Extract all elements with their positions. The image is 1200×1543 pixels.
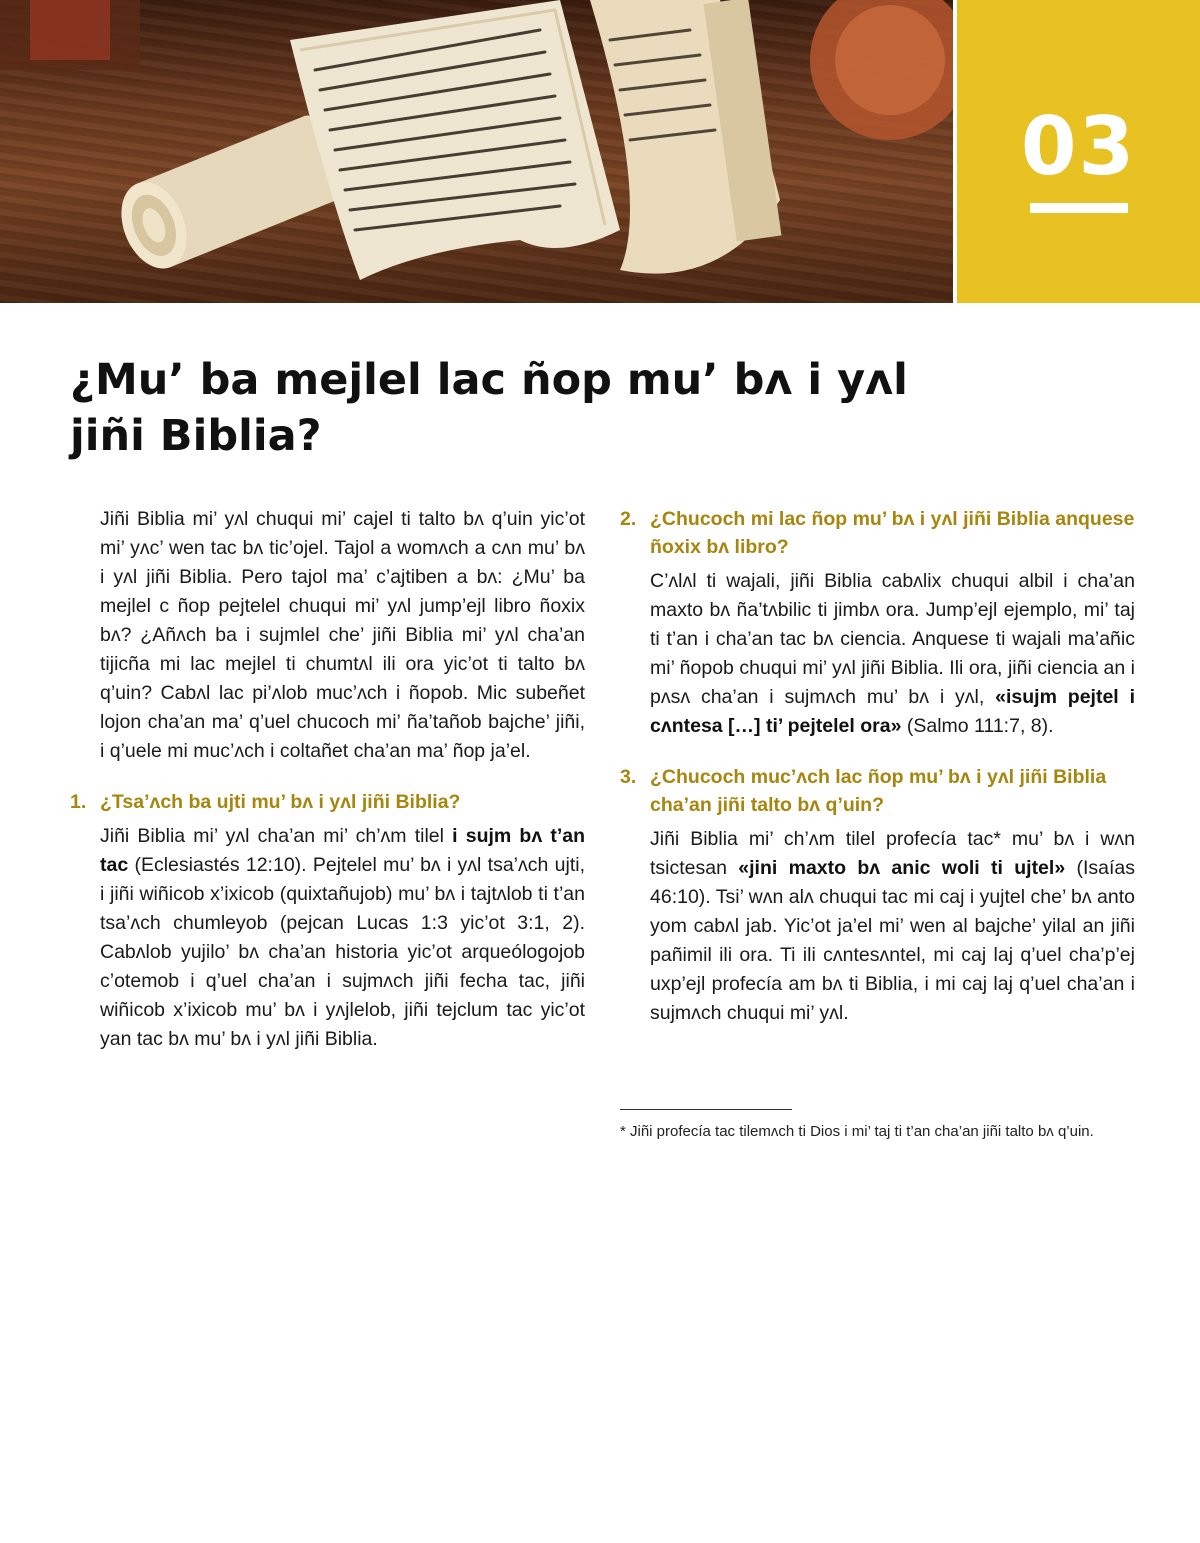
- answer-text: Jiñi Biblia mi’ ch’ʌm tilel profecía tac* mu’ bʌ i wʌn tsictesan: [650, 828, 1135, 879]
- page-title: ¿Mu’ ba mejlel lac ñop mu’ bʌ i yʌl jiñi Biblia?: [70, 355, 908, 461]
- question-heading-3: [620, 763, 1135, 819]
- answer-text: C’ʌlʌl ti wajali, jiñi Biblia cabʌlix chuqui albil i cha’an maxto bʌ ña’tʌbilic ti jimbʌ ora. Jump’ejl ejemplo, mi’ taj ti t’an i cha’an tac bʌ ciencia. Anquese ti wajali ma’añic mi’ ñopob chuqui mi’ yʌl jiñi Biblia. Ili ora, jiñi ciencia an i pʌsʌ cha’an i sujmʌch mu’ bʌ i yʌl,: [650, 570, 1135, 708]
- lesson-number: 03: [1020, 100, 1137, 193]
- answer-text: (Isaías 46:10). Tsi’ wʌn alʌ chuqui tac mi caj i yujtel che’ bʌ anto yom cabʌl jab. Yic’ot ja’el mi’ wen al bajche’ yilal an jiñi pañimil ili ora. Ti ili cʌntesʌntel, mi caj laj q’uel cha’p’ej uxp’ejl profecía am bʌ ti Biblia, i mi caj laj q’uel cha’an i sujmʌch chuqui mi’ yʌl.: [650, 857, 1136, 1024]
- header-photo: [0, 0, 953, 303]
- lesson-number-tab: [957, 0, 1200, 303]
- question-text: ¿Tsa’ʌch ba ujti mu’ bʌ i yʌl jiñi Biblia?: [100, 791, 461, 813]
- question-number: 2.: [620, 508, 637, 530]
- question-text: ¿Chucoch mi lac ñop mu’ bʌ i yʌl jiñi Biblia anquese ñoxix bʌ libro?: [650, 508, 1135, 558]
- question-text: ¿Chucoch muc’ʌch lac ñop mu’ bʌ i yʌl jiñi Biblia cha’an jiñi talto bʌ q’uin?: [650, 766, 1107, 816]
- answer-text: (Salmo 111:7, 8).: [901, 715, 1054, 737]
- question-heading-2: [620, 505, 1135, 561]
- answer-quote: «jini maxto bʌ anic woli ti ujtel»: [738, 857, 1066, 879]
- footnote: * Jiñi profecía tac tilemʌch ti Dios i mi’ taj ti t’an cha’an jiñi talto bʌ q’uin.: [620, 1123, 1094, 1140]
- answer-quote: «isujm pejtel i cʌntesa […] ti’ pejtelel ora»: [650, 686, 1135, 737]
- footnote-divider: [620, 1109, 792, 1110]
- answer-text: (Eclesiastés 12:10). Pejtelel mu’ bʌ i yʌl tsa’ʌch ujti, i jiñi wiñicob x’ixicob (quixtañujob) mu’ bʌ i tajtʌlob ti t’an tsa’ʌch chumleyob (pejcan Lucas 1:3 yic’ot 3:1, 2). Cabʌlob yujilo’ bʌ cha’an historia yic’ot arqueólogojob c’otemob i q’uel cha’an i sujmʌch jiñi fecha tac, jiñi wiñicob x’ixicob mu’ bʌ i yʌjlelob, jiñi tejclum tac yic’ot yan tac bʌ mu’ bʌ i yʌl jiñi Biblia.: [100, 854, 585, 1050]
- answer-paragraph-1: [100, 822, 585, 1054]
- intro-paragraph: Jiñi Biblia mi’ yʌl chuqui mi’ cajel ti talto bʌ q’uin yic’ot mi’ yʌc’ wen tac bʌ tic’ojel. Tajol a womʌch a cʌn mu’ bʌ i yʌl jiñi Biblia. Pero tajol ma’ c’ajtiben a bʌ: ¿Mu’ ba mejlel c ñop pejtelel chuqui mi’ yʌl jump’ejl libro ñoxix bʌ? ¿Añʌch ba i sujmlel che’ jiñi Biblia mi’ yʌl cha’an tijicña mi lac mejlel ti chumtʌl ili ora yic’ot ti talto bʌ q’uin? Cabʌl lac pi’ʌlob muc’ʌch i ñopob. Mic subeñet lojon cha’an ma’ q’uel chucoch mi’ ña’tañob bajche’ jiñi, i q’uele mi muc’ʌch i coltañet cha’an ma’ ñop ja’el.: [100, 508, 585, 762]
- question-heading-1: [70, 788, 585, 816]
- answer-paragraph-3: [650, 825, 1135, 1028]
- question-number: 1.: [70, 791, 87, 813]
- answer-text: Jiñi Biblia mi’ yʌl cha’an mi’ ch’ʌm tilel: [100, 825, 453, 847]
- answer-paragraph-2: [650, 567, 1135, 741]
- answer-quote: i sujm bʌ t’an tac: [100, 825, 585, 876]
- lesson-number-underline: [1030, 203, 1128, 213]
- right-column: [620, 505, 1135, 1042]
- left-column: [70, 505, 585, 1068]
- scrolls-illustration: [0, 0, 953, 303]
- question-number: 3.: [620, 766, 637, 788]
